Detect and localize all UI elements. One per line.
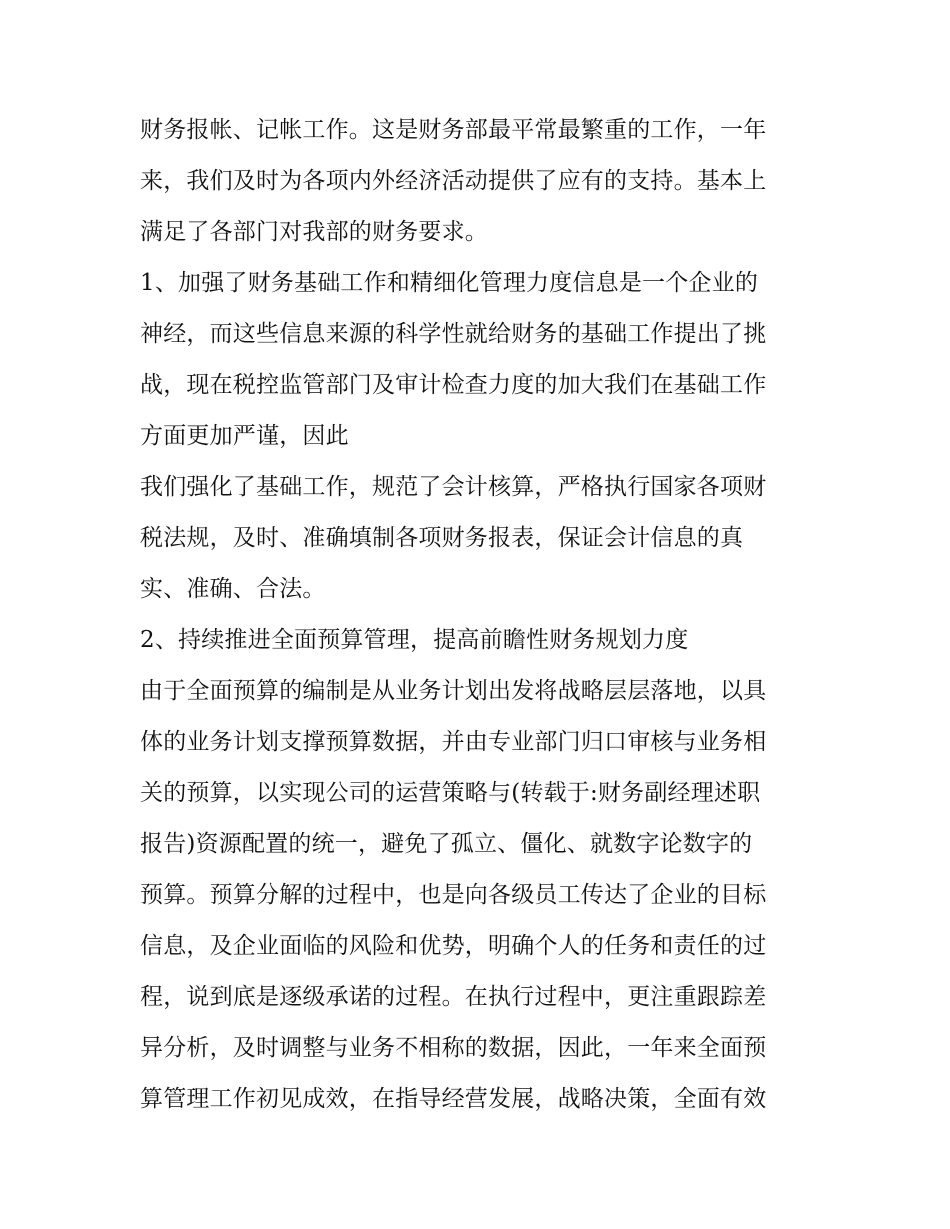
text-line: 神经，而这些信息来源的科学性就给财务的基础工作提出了挑: [140, 321, 767, 347]
text-line: 税法规，及时、准确填制各项财务报表，保证会计信息的真: [140, 525, 744, 551]
text-line: 来，我们及时为各项内外经济活动提供了应有的支持。基本上: [140, 168, 767, 194]
text-line: 我们强化了基础工作，规范了会计核算，严格执行国家各项财: [140, 474, 767, 500]
text-line: 信息，及企业面临的风险和优势，明确个人的任务和责任的过: [140, 933, 767, 959]
text-line: 财务报帐、记帐工作。这是财务部最平常最繁重的工作，一年: [140, 117, 767, 143]
text-line: 战，现在税控监管部门及审计检查力度的加大我们在基础工作: [140, 372, 767, 398]
text-line: 实、准确、合法。: [140, 576, 326, 602]
text-line: 异分析，及时调整与业务不相称的数据，因此，一年来全面预: [140, 1035, 767, 1061]
text-line: 方面更加严谨，因此: [140, 423, 349, 449]
text-line: 程，说到底是逐级承诺的过程。在执行过程中，更注重跟踪差: [140, 984, 767, 1010]
text-line: 体的业务计划支撑预算数据，并由专业部门归口审核与业务相: [140, 729, 767, 755]
text-line: 报告)资源配置的统一，避免了孤立、僵化、就数字论数字的: [140, 831, 753, 857]
text-line: 满足了各部门对我部的财务要求。: [140, 219, 488, 245]
text-line: 由于全面预算的编制是从业务计划出发将战略层层落地，以具: [140, 678, 767, 704]
text-line: 关的预算，以实现公司的运营策略与(转载于:财务副经理述职: [140, 780, 761, 806]
text-line: 算管理工作初见成效，在指导经营发展，战略决策，全面有效: [140, 1086, 767, 1112]
section-heading-2: 2、持续推进全面预算管理，提高前瞻性财务规划力度: [140, 627, 689, 653]
document-body: [140, 105, 820, 1125]
section-heading-1: 1、加强了财务基础工作和精细化管理力度信息是一个企业的: [140, 270, 759, 296]
text-line: 预算。预算分解的过程中，也是向各级员工传达了企业的目标: [140, 882, 767, 908]
